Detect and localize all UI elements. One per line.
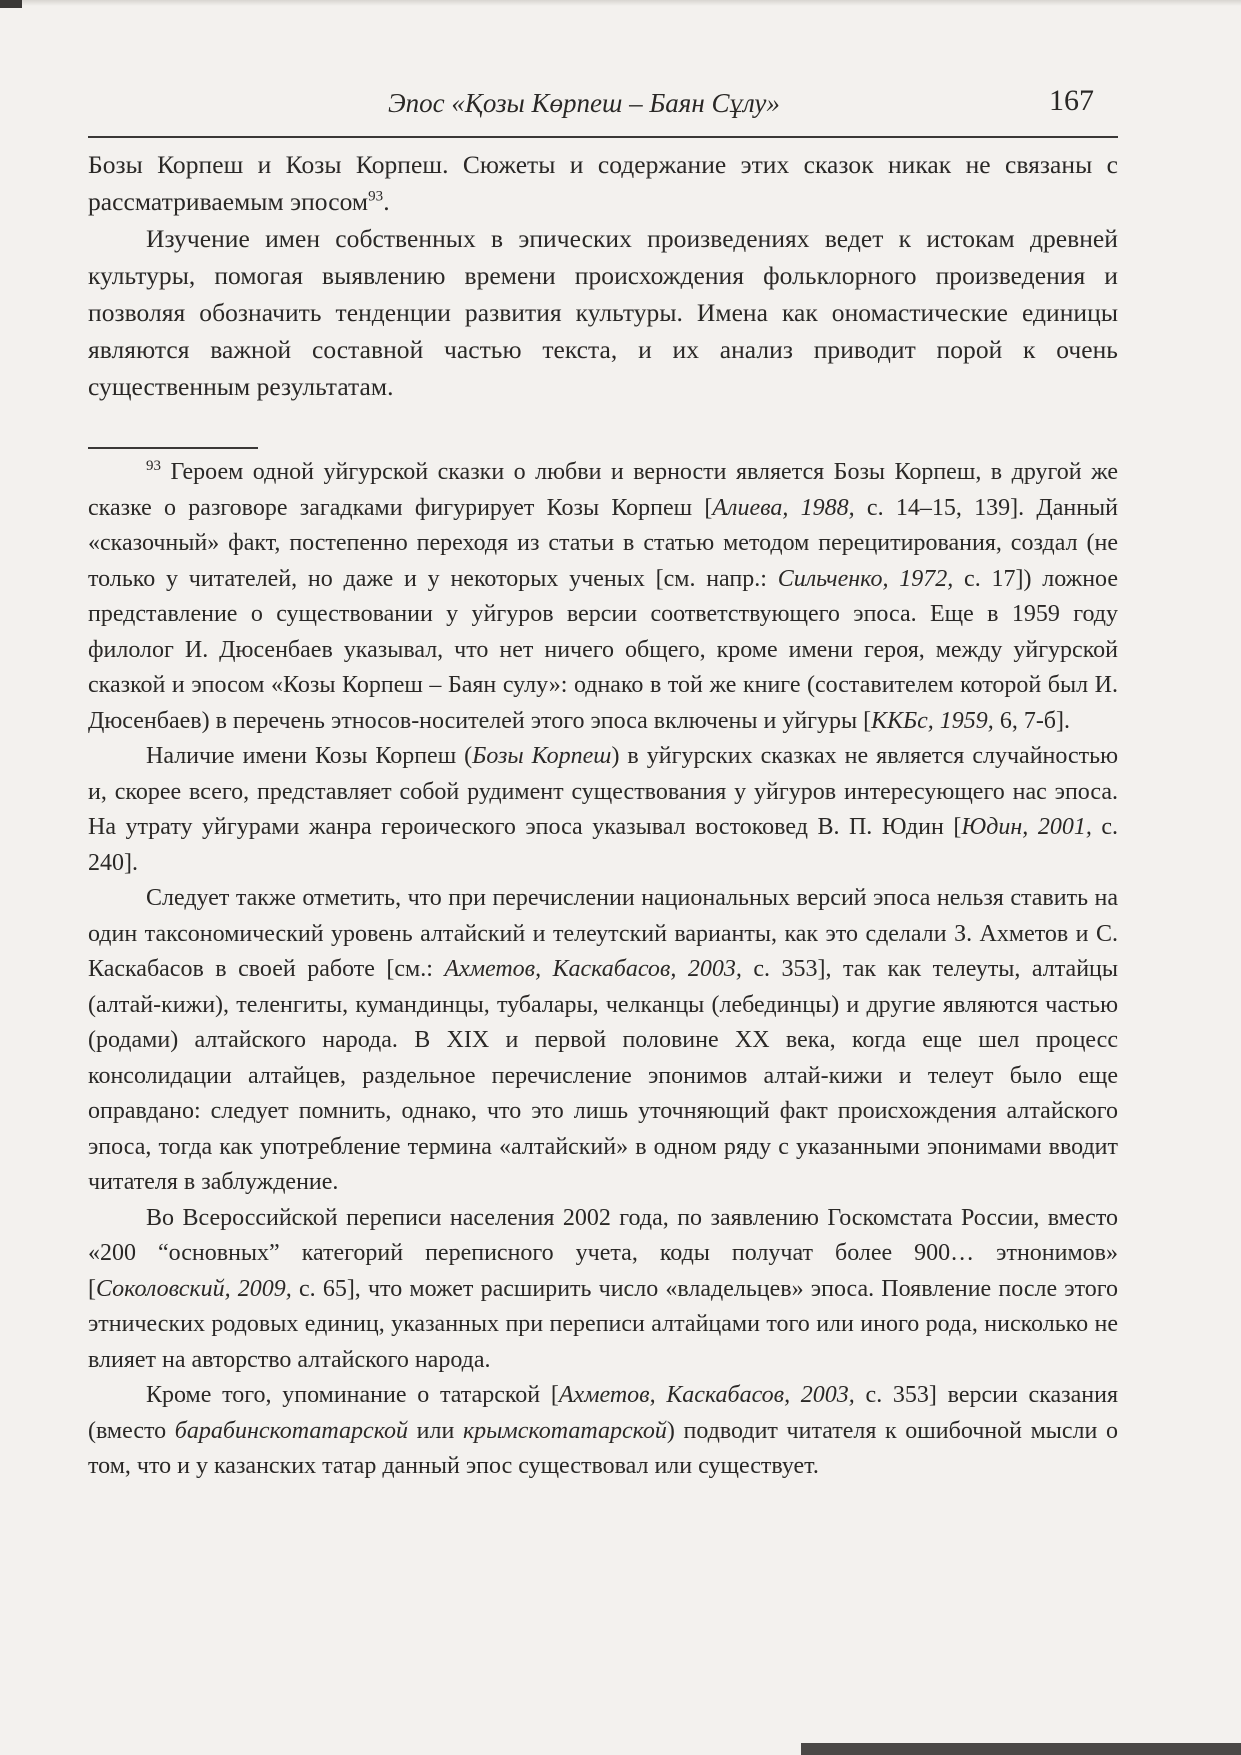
footnote-paragraph-5: [88, 1378, 1118, 1485]
paragraph-1-text: Бозы Корпеш и Козы Корпеш. Сюжеты и содержание этих сказок никак не связаны с рассматриваемым эпосом: [88, 150, 1118, 216]
fn-ref-sokolovsky: Соколовский, 2009,: [96, 1275, 292, 1302]
fn-ref-alieva: Алиева, 1988,: [712, 494, 855, 521]
footnote-paragraph-4: [88, 1201, 1118, 1379]
scan-edge-top: [0, 0, 1241, 6]
fn-term-barabinsk: барабинскотатарской: [174, 1417, 409, 1444]
fn-ref-yudin: Юдин, 2001,: [961, 814, 1092, 840]
footnote-reference: 93: [368, 188, 384, 205]
footnote-divider: [88, 447, 258, 449]
scan-edge-bottom: [801, 1743, 1241, 1755]
fn-p4-b: с. 65], что может расширить число «владельцев» эпоса. Появление после этого этнических родовых единиц, указанных при переписи алтайцами того или иного рода, нисколько не влияет на авторство алтайского народа.: [88, 1275, 1119, 1373]
scan-corner-mark: [0, 0, 22, 8]
fn-ref-silchenko: Сильченко, 1972,: [777, 565, 954, 592]
fn-ref-bozy-korpesh: Бозы Корпеш: [472, 743, 612, 769]
fn-p3-b: с. 353], так как телеуты, алтайцы (алтай-кижи), теленгиты, кумандинцы, тубалары, челканцы (лебединцы) и другие являются частью (родами) алтайского народа. В XIX и первой половине XX века, когда еще шел процесс консолидации алтайцев, раздельное перечисление эпонимов алтай-кижи и телеут было еще оправдано: следует помнить, однако, что это лишь уточняющий факт происхождения алтайского эпоса, тогда как употребление термина «алтайский» в одном ряду с указанными эпонимами вводит читателя в заблуждение.: [88, 956, 1119, 1195]
fn-p2-a: Наличие имени Козы Корпеш (: [146, 743, 473, 769]
fn-p2-c: с. 240].: [88, 814, 1119, 876]
fn-p5-c: или: [408, 1417, 463, 1444]
main-text: [88, 146, 1118, 405]
page-number: 167: [1049, 84, 1094, 117]
footnote-mark: 93: [146, 458, 161, 474]
fn-term-crimean: крымскотатарской: [462, 1417, 667, 1444]
footnote-paragraph-1: [88, 455, 1118, 739]
paragraph-1-end: .: [383, 187, 390, 216]
book-page: [88, 80, 1118, 1485]
fn-p5-b: с. 353] версии сказания (вместо: [88, 1382, 1118, 1444]
fn-ref-akhmetov-1: Ахметов, Каскабасов, 2003,: [444, 956, 742, 982]
fn-p5-d: ) подводит читателя к ошибочной мысли о том, что и у казанских татар данный эпос существовал или существует.: [88, 1417, 1118, 1479]
fn-ref-kkbs: ККБс, 1959,: [871, 707, 994, 734]
paragraph-2: Изучение имен собственных в эпических произведениях ведет к истокам древней культуры, помогая выявлению времени происхождения фольклорного произведения и позволяя обозначить тенденции развития культуры. Имена как ономастические единицы являются важной составной частью текста, и их анализ приводит порой к очень существенным результатам.: [88, 224, 1118, 401]
fn-p3-a: Следует также отметить, что при перечислении национальных версий эпоса нельзя ставить на один таксономический уровень алтайский и телеутский варианты, как это сделали З. Ахметов и С. Каскабасов в своей работе [см.:: [88, 885, 1118, 982]
fn-ref-akhmetov-2: Ахметов, Каскабасов, 2003,: [558, 1382, 855, 1408]
fn-p5-a: Кроме того, упоминание о татарской [: [146, 1382, 559, 1408]
fn-p4-a: Во Всероссийской переписи населения 2002 года, по заявлению Госкомстата России, вместо «200 “основных” категорий переписного учета, коды получат более 900… этнонимов» [: [88, 1204, 1118, 1302]
fn-p2-b: ) в уйгурских сказках не является случайностью и, скорее всего, представляет собой рудимент существования у уйгуров интересующего нас эпоса. На утрату уйгурами жанра героического эпоса указывал востоковед В. П. Юдин [: [88, 743, 1119, 840]
fn-p1-b: с. 14–15, 139]. Данный «сказочный» факт, постепенно переходя из статьи в статью методом перецитирования, создал (не только у читателей, но даже и у некоторых ученых [см. напр.:: [88, 494, 1119, 592]
footnote-93: [88, 455, 1118, 1485]
running-head: [88, 80, 1118, 138]
footnote-paragraph-2: [88, 739, 1118, 881]
footnote-paragraph-3: [88, 881, 1118, 1201]
fn-p1-a: Героем одной уйгурской сказки о любви и верности является Бозы Корпеш, в другой же сказке о разговоре загадками фигурирует Козы Корпеш [: [88, 459, 1118, 521]
paragraph-1: [88, 146, 1118, 220]
fn-p1-d: 6, 7-б].: [993, 707, 1071, 734]
running-head-title: Эпос «Қозы Көрпеш – Баян Сұлу»: [388, 88, 780, 118]
fn-p1-c: с. 17]) ложное представление о существовании у уйгуров версии соответствующего эпоса. Еще в 1959 году филолог И. Дюсенбаев указывал, что нет ничего общего, кроме имени героя, между уйгурской сказкой и эпосом «Козы Корпеш – Баян сулу»: однако в той же книге (составителем которой был И. Дюсенбаев) в перечень этносов-носителей этого эпоса включены и уйгуры [: [88, 565, 1118, 734]
